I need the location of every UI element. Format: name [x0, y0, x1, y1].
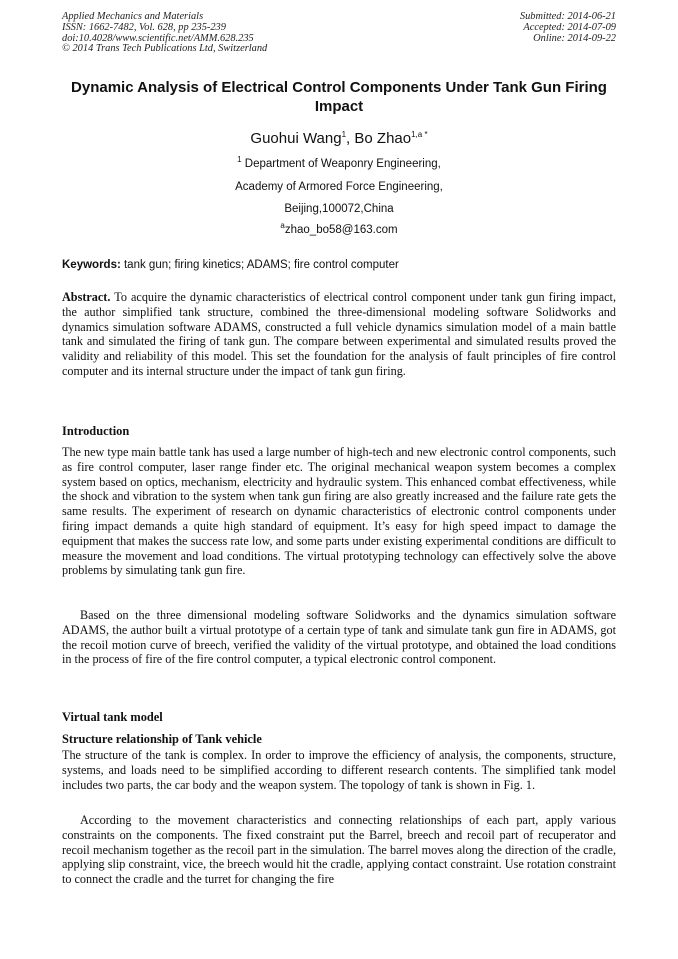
author-1: Guohui Wang	[250, 130, 342, 147]
affiliation-department	[62, 157, 616, 171]
keywords-label: Keywords:	[62, 259, 121, 271]
affiliation-city: Beijing,100072,China	[284, 203, 394, 215]
affiliation-mark: 1	[237, 155, 242, 165]
author-email	[62, 223, 616, 237]
intro-paragraph-1: The new type main battle tank has used a large number of high-tech and new electronic control components, such as fire control computer, laser range finder etc. The original mechanical weapon system becomes a complex system based on optics, mechanism, electricity and hydraulic system. This enhanced combat effectiveness, while the shock and vibration to the system when tank gun firing are also greatly increased and the failure rate gets the same results. The experiment of research on dynamic characteristics of electronic control components under firing impact demands a quite high standard of equipment. It’s easy for high speed impact to damage the equipment that makes the success rate low, and some parts under existing experimental conditions are difficult to measure the movement and load conditions. The virtual prototyping technology can effectively solve the above problems by simulating tank gun fire.	[62, 445, 616, 578]
journal-copyright: © 2014 Trans Tech Publications Ltd, Switzerland	[62, 43, 268, 55]
abstract	[62, 290, 616, 379]
section-heading-virtual-tank-model: Virtual tank model	[62, 710, 163, 724]
abstract-text: To acquire the dynamic characteristics of electrical control component under tank gun firing impact, the author simplified tank structure, combined the three-dimensional modeling software Solidworks and dynamics simulation software ADAMS, constructed a full vehicle dynamics simulation model of a main battle tank and simulated the firing of tank gun. The compare between experimental and simulated results proved the validity and reliability of this model. This set the foundation for the analysis of fault principles of fire control computer and its internal structure under the impact of tank gun firing.	[62, 290, 616, 378]
author-2-affil-mark: 1,a *	[411, 130, 428, 139]
email-text: zhao_bo58@163.com	[284, 224, 398, 236]
section-heading-introduction: Introduction	[62, 424, 130, 438]
keywords-text: tank gun; firing kinetics; ADAMS; fire control computer	[120, 259, 399, 271]
journal-issn: ISSN: 1662-7482, Vol. 628, pp 235-239	[62, 21, 226, 33]
author-line	[62, 130, 616, 148]
affiliation-department-text: Department of Weaponry Engineering,	[241, 158, 441, 170]
author-1-affil-mark: 1	[341, 130, 347, 139]
keywords	[62, 258, 616, 272]
submitted-date: Submitted: 2014-06-21	[519, 11, 616, 22]
email-mark: a	[280, 221, 285, 231]
journal-doi: doi:10.4028/www.scientific.net/AMM.628.235	[62, 32, 254, 44]
affiliation-academy: Academy of Armored Force Engineering,	[235, 181, 443, 193]
journal-name: Applied Mechanics and Materials	[62, 11, 204, 22]
publication-dates	[520, 12, 616, 44]
online-date: Online: 2014-09-22	[533, 32, 616, 44]
paper-title: Dynamic Analysis of Electrical Control Components Under Tank Gun Firing Impact	[71, 79, 607, 115]
author-separator: ,	[346, 130, 355, 147]
structure-paragraph-2: According to the movement characteristics and connecting relationships of each part, apply various constraints on the components. The fixed constraint put the Barrel, breech and recoil part of recuperator and recoil mechanism together as the recoil part in the simulation. The barrel moves along the direction of the cradle, applying slip constraint, vice, the breech would hit the cradle, applying contact constraint. Use rotation constraint to connect the cradle and the turret for changing the fire	[62, 813, 616, 887]
abstract-label: Abstract.	[62, 290, 111, 304]
journal-info	[62, 12, 267, 55]
accepted-date: Accepted: 2014-07-09	[523, 21, 616, 33]
structure-paragraph-1: The structure of the tank is complex. In order to improve the efficiency of analysis, the components, structure, systems, and loads need to be simplified according to different research contents. The simplified tank model includes two parts, the car body and the weapon system. The topology of tank is shown in Fig. 1.	[62, 748, 616, 792]
subsection-heading-structure: Structure relationship of Tank vehicle	[62, 732, 262, 746]
author-2: Bo Zhao	[354, 130, 412, 147]
intro-paragraph-2: Based on the three dimensional modeling software Solidworks and the dynamics simulation software ADAMS, the author built a virtual prototype of a certain type of tank and simulate tank gun fire in ADAMS, got the recoil motion curve of breech, verified the validity of the virtual prototype, and obtained the load conditions in the process of fire of the fire control computer, a typical electronic control component.	[62, 608, 616, 667]
